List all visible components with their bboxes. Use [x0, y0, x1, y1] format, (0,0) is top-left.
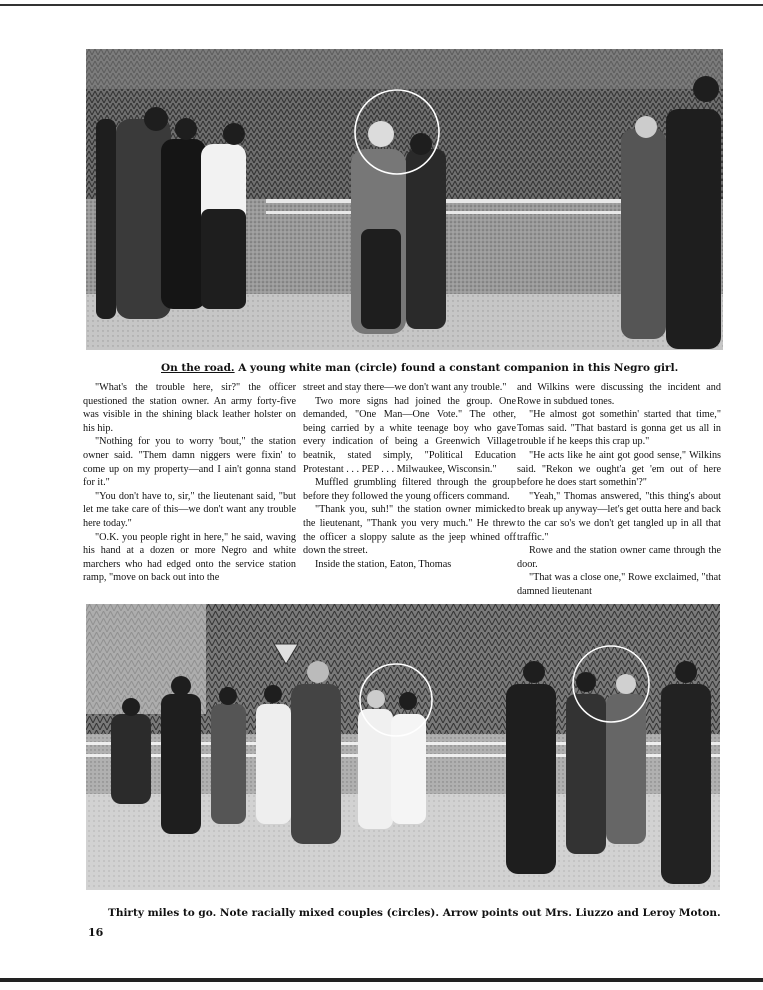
article-column-3 [517, 381, 721, 599]
paragraph: Inside the station, Eaton, Thomas [315, 558, 452, 570]
top-photo-caption [161, 362, 678, 374]
paragraph: "What's the trouble here, sir?" the officer questioned the station owner. An army forty-five was visible in the shining black leather holster on his hip. [83, 382, 296, 434]
paragraph: Two more signs had joined the group. One demanded, "One Man—One Vote." The other, being carried by a white teenage boy who gave every indication of being a Greenwich Village beatnik, stated simply, "Political Education Protestant . . . PEP . . . Milwaukee, Wisconsin." [303, 395, 516, 475]
bottom-rule [0, 978, 763, 982]
article-column-2 [303, 381, 516, 571]
paragraph: Rowe and the station owner came through the door. [517, 545, 721, 570]
caption-lead: On the road. [161, 362, 235, 374]
paragraph: "O.K. you people right in here," he said, waving his hand at a dozen or more Negro and white marchers who had edged onto the service station ramp, "move on back out into the [83, 531, 296, 584]
thirty-miles-photo [86, 604, 720, 890]
paragraph: "Thank you, suh!" the station owner mimicked the lieutenant, "Thank you very much." He threw the officer a sloppy salute as the jeep whined off down the street. [303, 504, 516, 557]
paragraph: Muffled grumbling filtered through the group before they followed the young officers command. [303, 477, 516, 502]
page-number: 16 [88, 926, 104, 939]
road-march-photo [86, 49, 723, 350]
paragraph: "He almost got somethin' started that time," Tomas said. "That bastard is gonna get us all in trouble if he keeps this crap up." [517, 409, 721, 448]
paragraph: "Yeah," Thomas answered, "this thing's about to break up anyway—let's get outta here and back to the car so's we don't get tangled up in all that traffic." [517, 490, 721, 543]
paragraph: "That was a close one," Rowe exclaimed, "that damned lieutenant [517, 572, 721, 597]
top-rule [0, 4, 763, 6]
bottom-photo-caption: Thirty miles to go. Note racially mixed couples (circles). Arrow points out Mrs. Liuzzo and Leroy Moton. [108, 907, 721, 919]
paragraph: street and stay there—we don't want any trouble." [303, 382, 507, 393]
paragraph: "You don't have to, sir," the lieutenant said, "but let me take care of this—we don't want any trouble here today." [83, 490, 296, 529]
article-column-1 [83, 381, 296, 585]
paragraph: and Wilkins were discussing the incident and Rowe in subdued tones. [517, 382, 721, 407]
caption-rest: A young white man (circle) found a constant companion in this Negro girl. [234, 362, 679, 374]
paragraph: "He acts like he aint got good sense," Wilkins said. "Rekon we ought'a get 'em out of here before he does start somethin'?" [517, 449, 721, 489]
paragraph: "Nothing for you to worry 'bout," the station owner said. "Them damn niggers were fixin' to come up on my property—and I ain't gonna stand for it." [83, 436, 296, 489]
